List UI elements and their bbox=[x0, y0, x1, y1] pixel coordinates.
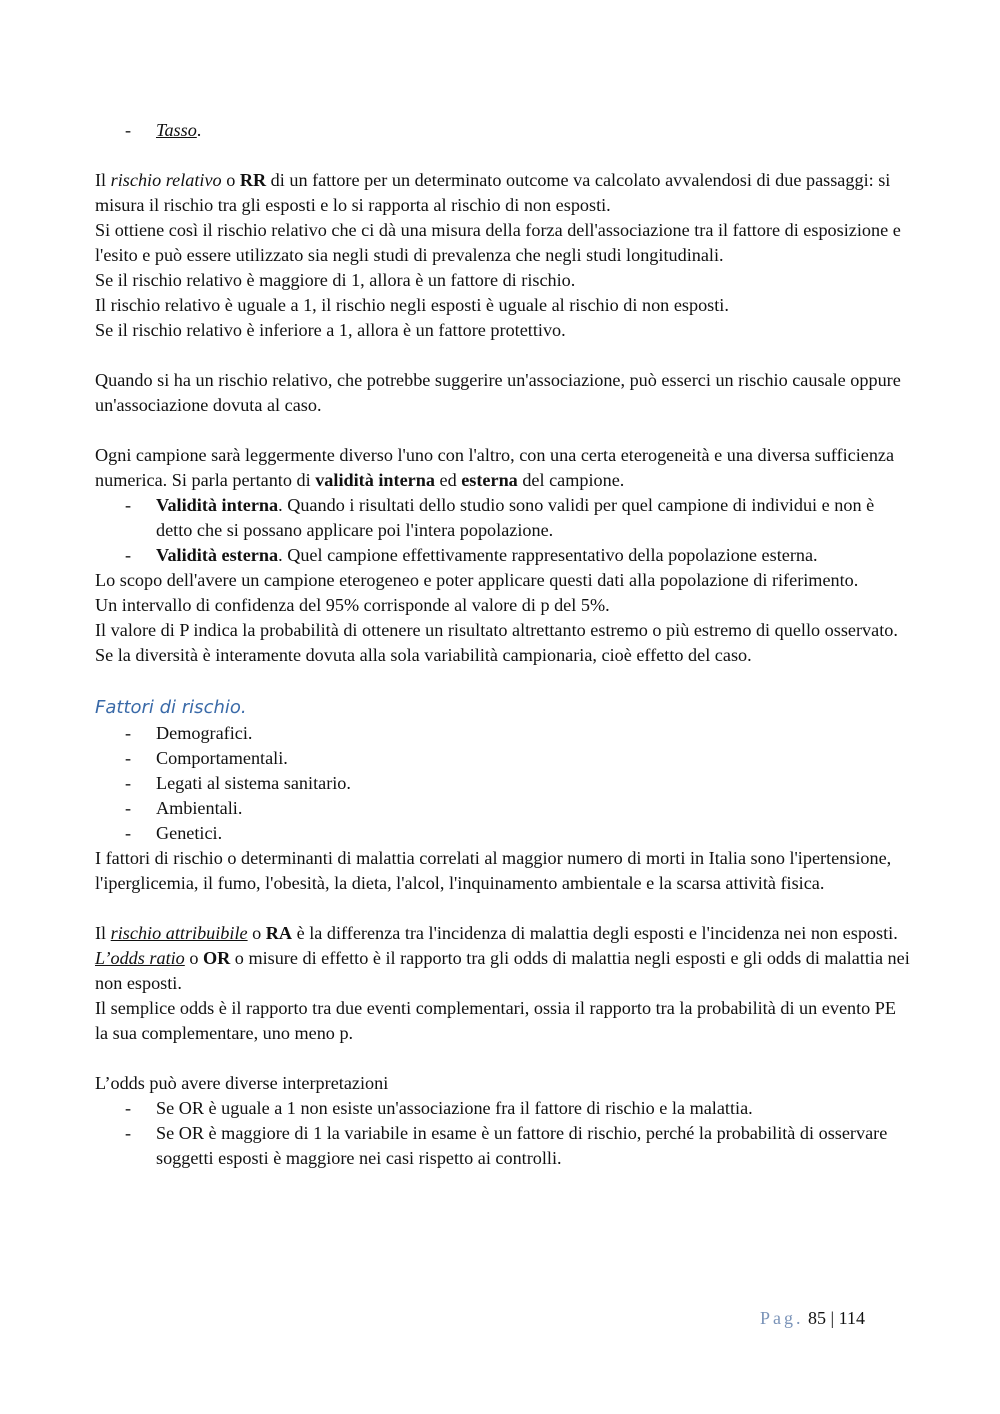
list-item bbox=[95, 721, 910, 746]
top-list bbox=[95, 118, 910, 143]
page-footer bbox=[760, 1306, 865, 1331]
list-item bbox=[95, 1121, 910, 1171]
list-item bbox=[95, 493, 910, 543]
list-dash: - bbox=[125, 1123, 132, 1143]
ra-abbr: RA bbox=[265, 923, 293, 943]
rr-post: di un fattore per un determinato outcome va calcolato avvalendosi di due passaggi: si misura il rischio tra gli esposti e lo si rapporta al rischio di non esposti. bbox=[95, 170, 891, 215]
list-item bbox=[95, 746, 910, 771]
or-paragraph bbox=[95, 946, 910, 996]
intervallo-paragraph: Un intervallo di confidenza del 95% corrisponde al valore di p del 5%. bbox=[95, 595, 610, 615]
section-heading: Fattori di rischio. bbox=[95, 697, 247, 718]
page-separator: | bbox=[830, 1308, 835, 1328]
ra-post: è la differenza tra l'incidenza di malattia degli esposti e l'incidenza nei non esposti. bbox=[292, 923, 898, 943]
campione-post: del campione. bbox=[517, 470, 625, 490]
odds-list bbox=[95, 1096, 910, 1171]
validita-interna-bold: validità interna bbox=[315, 470, 435, 490]
semplice-paragraph: Il semplice odds è il rapporto tra due eventi complementari, ossia il rapporto tra la probabilità di un evento PE la sua complementare, uno meno p. bbox=[95, 998, 897, 1043]
ra-paragraph bbox=[95, 921, 910, 946]
rr-paragraph bbox=[95, 168, 910, 218]
factor-label: Genetici. bbox=[156, 823, 223, 843]
factor-label: Comportamentali. bbox=[156, 748, 288, 768]
list-dash: - bbox=[125, 798, 132, 818]
campione-pre: Ogni campione sarà leggermente diverso l'uno con l'altro, con una certa eterogeneità e una diversa sufficienza numerica. Si parla pertanto di bbox=[95, 445, 895, 490]
list-item bbox=[95, 771, 910, 796]
factor-label: Ambientali. bbox=[156, 798, 243, 818]
inferiore-paragraph: Se il rischio relativo è inferiore a 1, allora è un fattore protettivo. bbox=[95, 320, 566, 340]
list-item bbox=[95, 821, 910, 846]
odds-intro-paragraph: L’odds può avere diverse interpretazioni bbox=[95, 1073, 389, 1093]
validity-text: . Quando i risultati dello studio sono validi per quel campione di individui e non è detto che si possano applicare poi l'intera popolazione. bbox=[156, 495, 875, 540]
valore-paragraph: Il valore di P indica la probabilità di ottenere un risultato altrettanto estremo o più estremo di quello osservato. Se la diversità è interamente dovuta alla sola variabilità campionaria, cioè effetto del caso. bbox=[95, 620, 898, 665]
list-dash: - bbox=[125, 773, 132, 793]
ottiene-paragraph: Si ottiene così il rischio relativo che ci dà una misura della forza dell'associazione tra il fattore di esposizione e l'esito e può essere utilizzato sia negli studi di prevalenza che negli studi longitudinali. bbox=[95, 220, 901, 265]
rr-mid: o bbox=[221, 170, 240, 190]
odds-item-text: Se OR è maggiore di 1 la variabile in esame è un fattore di rischio, perché la probabilità di osservare soggetti esposti è maggiore nei casi rispetto ai controlli. bbox=[156, 1123, 888, 1168]
or-mid: o bbox=[184, 948, 203, 968]
uguale-paragraph: Il rischio relativo è uguale a 1, il rischio negli esposti è uguale al rischio di non esposti. bbox=[95, 295, 729, 315]
rr-abbr: RR bbox=[239, 170, 267, 190]
list-item bbox=[95, 118, 910, 143]
ra-mid: o bbox=[247, 923, 266, 943]
list-dash: - bbox=[125, 495, 132, 515]
or-abbr: OR bbox=[202, 948, 231, 968]
list-item bbox=[95, 543, 910, 568]
ra-term: rischio attribuibile bbox=[110, 923, 248, 943]
maggiore-paragraph: Se il rischio relativo è maggiore di 1, allora è un fattore di rischio. bbox=[95, 270, 576, 290]
validity-text: . Quel campione effettivamente rappresentativo della popolazione esterna. bbox=[278, 545, 818, 565]
list-item bbox=[95, 796, 910, 821]
validity-list bbox=[95, 493, 910, 568]
list-dash: - bbox=[125, 723, 132, 743]
page-number: 85 bbox=[808, 1308, 826, 1328]
rr-pre: Il bbox=[95, 170, 111, 190]
factor-label: Legati al sistema sanitario. bbox=[156, 773, 351, 793]
list-dash: - bbox=[125, 545, 132, 565]
list-item bbox=[95, 1096, 910, 1121]
scopo-paragraph: Lo scopo dell'avere un campione eterogeneo e poter applicare questi dati alla popolazione di riferimento. bbox=[95, 570, 859, 590]
factors-list bbox=[95, 721, 910, 846]
or-post: o misure di effetto è il rapporto tra gli odds di malattia negli esposti e gli odds di malattia nei non esposti. bbox=[95, 948, 910, 993]
page-label: Pag. bbox=[760, 1308, 804, 1328]
validity-term: Validità esterna bbox=[156, 545, 279, 565]
ra-pre: Il bbox=[95, 923, 111, 943]
validity-term: Validità interna bbox=[156, 495, 279, 515]
fattori-paragraph: I fattori di rischio o determinanti di malattia correlati al maggior numero di morti in Italia sono l'ipertensione, l'iperglicemia, il fumo, l'obesità, la dieta, l'alcol, l'inquinamento ambientale e la scarsa attività fisica. bbox=[95, 848, 892, 893]
esterna-bold: esterna bbox=[461, 470, 518, 490]
list-dash: - bbox=[125, 1098, 132, 1118]
campione-mid: ed bbox=[434, 470, 462, 490]
list-dash: - bbox=[125, 823, 132, 843]
tasso-term: Tasso bbox=[156, 120, 197, 140]
list-dash: - bbox=[125, 120, 132, 140]
quando-paragraph: Quando si ha un rischio relativo, che potrebbe suggerire un'associazione, può esserci un rischio causale oppure un'associazione dovuta al caso. bbox=[95, 370, 901, 415]
factor-label: Demografici. bbox=[156, 723, 253, 743]
page-content bbox=[95, 118, 910, 1171]
campione-paragraph bbox=[95, 443, 910, 493]
odds-item-text: Se OR è uguale a 1 non esiste un'associazione fra il fattore di rischio e la malattia. bbox=[156, 1098, 753, 1118]
or-term: L’odds ratio bbox=[95, 948, 185, 968]
tasso-period: . bbox=[196, 120, 202, 140]
rr-term: rischio relativo bbox=[110, 170, 222, 190]
list-dash: - bbox=[125, 748, 132, 768]
page-total: 114 bbox=[838, 1308, 865, 1328]
